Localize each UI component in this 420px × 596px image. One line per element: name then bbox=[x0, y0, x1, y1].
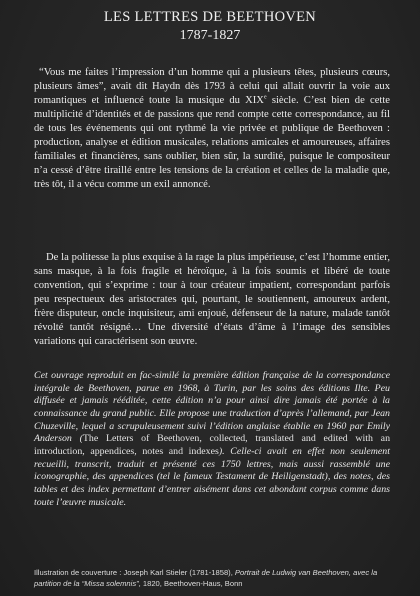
edition-note-english-title: The Letters of Beethoven, collected, translated and edited with an introduction, appendices, notes and indexes bbox=[34, 433, 391, 457]
book-years: 1787-1827 bbox=[179, 28, 241, 43]
edition-note-text-a: Cet ouvrage reproduit en fac-similé la première édition française de la correspondance intégrale de Beethoven, parue en 1968, à Turin, par les soins des éditions Ilte. Peu diffusée et jamais rééditée, cette édition n’a pour ainsi dire jamais été portée à la connaissance du grand public. Elle propose une traduction d’après l’allemand, par Jean Chuzeville, lequel a scrupuleusement suivi l’édition anglaise établie en 1960 par Emily Anderson ( bbox=[34, 370, 390, 445]
cover-credit-artwork-title: Portrait de Ludwig van Beethoven, avec la partition de la “Missa solemnis” bbox=[34, 568, 378, 588]
book-title: LES LETTRES DE BEETHOVEN bbox=[103, 9, 317, 25]
header bbox=[0, 8, 420, 45]
cover-credit-text-b: , 1820, Beethoven-Haus, Bonn bbox=[138, 578, 243, 588]
cover-credit-text-a: Illustration de couverture : Joseph Karl Stieler (1781-1858), bbox=[34, 568, 235, 577]
paragraph-intro-text-a: “Vous me faites l’impression d’un homme qui a plusieurs têtes, plusieurs cœurs, plusieurs âmes”, avait dit Haydn dès 1793 à celui qui allait ouvrir la voie aux romantiques et influencé toute la musique du XIX bbox=[34, 67, 390, 107]
paragraph-intro bbox=[34, 66, 390, 192]
paragraph-portrait: De la politesse la plus exquise à la rage la plus impérieuse, c’est l’homme entier, sans masque, à la fois fragile et héroïque, à la fois soumis et libéré de toute convention, qui s’exprime : tour à tour créateur impatient, correspondant parfois peu respectueux des aristocrates qui, pourtant, le soutiennent, amoureux ardent, frère disputeur, oncle inquisiteur, ami enjoué, défenseur de la nature, malade tantôt révolté tantôt résigné… Une diversité d’états d’âme à l’image des sensibles variations qui caractérisent son œuvre. bbox=[34, 252, 390, 348]
edition-note bbox=[34, 370, 390, 509]
paragraph-intro-text-b: siècle. C’est bien de cette multiplicité d’identités et de passions que rend compte cette correspondance, au fil de tous les événements qui ont rythmé la vie privée et publique de Beethoven : production, analyse et édition musicales, relations amicales et amoureuses, affaires familiales et financières, sans oublier, bien sûr, la surdité, puisque le compositeur n’a cessé d’être tiraillé entre les tensions de la création et celles de la maladie que, très tôt, il a vécu comme un exil annoncé. bbox=[34, 95, 390, 191]
cover-credit bbox=[34, 568, 394, 589]
century-superscript: e bbox=[263, 94, 267, 101]
edition-note-text-b: ). Celle-ci avait en effet non seulement recueilli, transcrit, traduit et présenté ces 1750 lettres, mais aussi rassemblé une iconographie, des appendices (tel le fameux Testament de Heiligenstadt), des notes, des tables et des index permettant d’entrer aisément dans cet abondant corpus comme dans toute l’œuvre musicale. bbox=[34, 445, 390, 508]
